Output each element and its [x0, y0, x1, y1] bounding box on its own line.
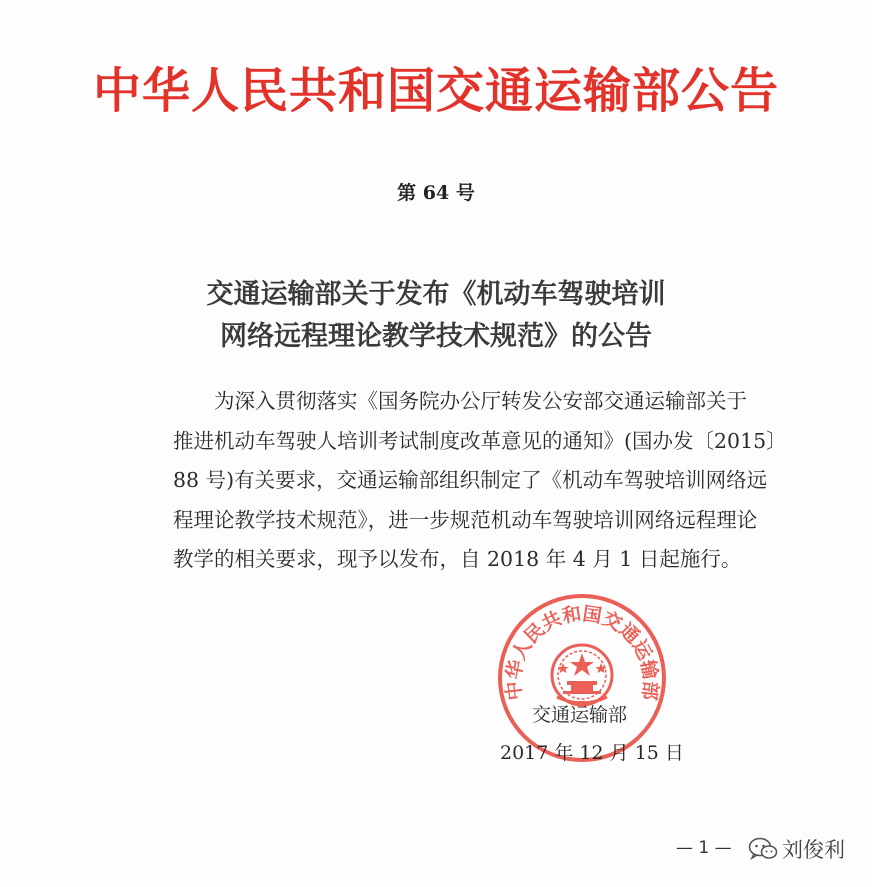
seal-ring-text: 中华人民共和国交通运输部	[502, 602, 662, 702]
document-number: 第 64 号	[397, 182, 475, 204]
document-title-line-2: 网络远程理论教学技术规范》的公告	[220, 321, 652, 352]
body-line: 为深入贯彻落实《国务院办公厅转发公安部交通运输部关于	[214, 389, 747, 413]
document-header-title: 中华人民共和国交通运输部公告	[92, 63, 779, 119]
national-emblem-icon	[552, 645, 612, 707]
document-title-line-1: 交通运输部关于发布《机动车驾驶培训	[206, 279, 666, 310]
watermark	[748, 834, 845, 864]
body-line: 推进机动车驾驶人培训考试制度改革意见的通知》(国办发〔2015〕	[173, 428, 787, 453]
watermark-text: 刘俊利	[782, 838, 845, 862]
wechat-icon	[748, 836, 778, 862]
body-line: 教学的相关要求，现予以发布，自 2018 年 4 月 1 日起施行。	[173, 547, 742, 571]
body-line: 程理论教学技术规范》，进一步规范机动车驾驶培训网络远程理论	[173, 507, 758, 532]
issue-date: 2017 年 12 月 15 日	[500, 742, 684, 764]
body-line: 88 号)有关要求，交通运输部组织制定了《机动车驾驶培训网络远	[173, 468, 768, 492]
document-body	[173, 382, 787, 580]
issuer-name: 交通运输部	[532, 704, 628, 726]
page-number: — 1 —	[676, 838, 732, 858]
